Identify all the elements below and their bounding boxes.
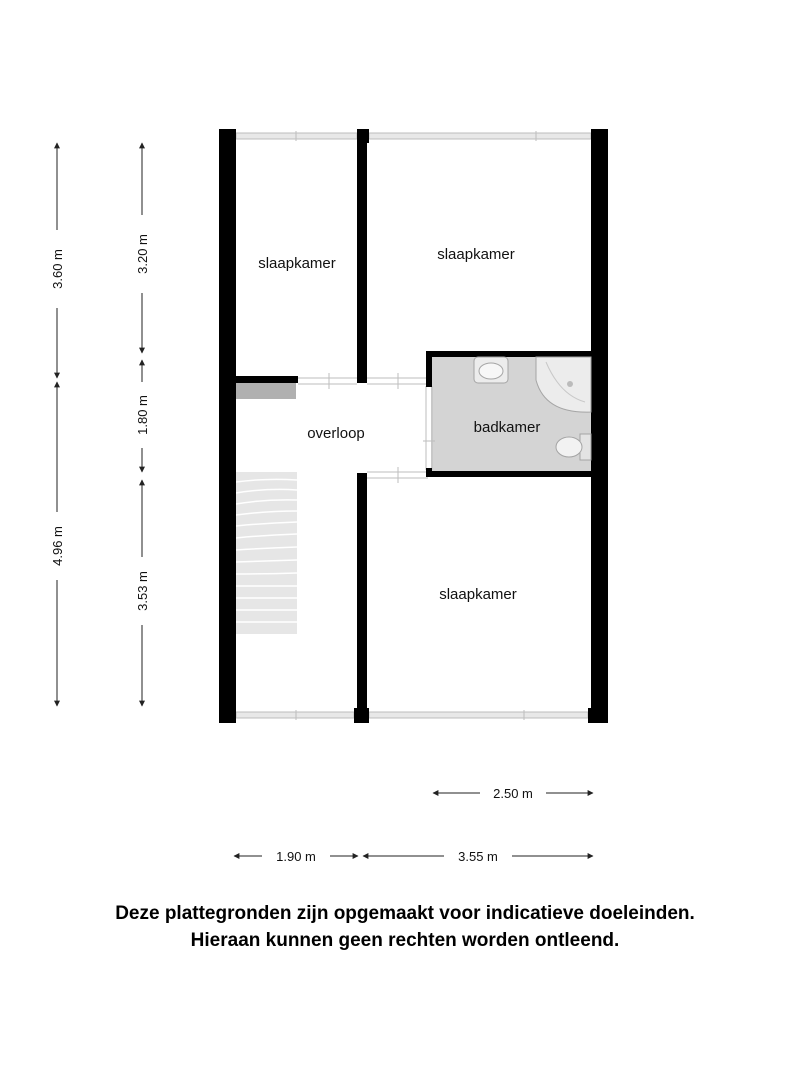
landing-shelf [236,383,296,399]
dim-label-left-total-top: 3.60 m [50,249,65,289]
dim-label-left-width: 1.90 m [276,849,316,864]
dim-label-bath-width: 2.50 m [493,786,533,801]
disclaimer-line-2: Hieraan kunnen geen rechten worden ontleend. [190,930,620,951]
dim-label-inner-bottom: 3.53 m [135,571,150,611]
staircase [236,472,297,634]
room-label-bedroom-bottom-right: slaapkamer [439,586,517,603]
room-label-bedroom-top-right: slaapkamer [437,246,515,263]
disclaimer-line-1: Deze plattegronden zijn opgemaakt voor indicatieve doeleinden. [115,903,695,924]
dim-label-left-total-bottom: 4.96 m [50,526,65,566]
dim-label-inner-middle: 1.80 m [135,395,150,435]
room-label-landing: overloop [307,425,365,442]
dim-label-right-width: 3.55 m [458,849,498,864]
dim-label-inner-top: 3.20 m [135,234,150,274]
room-label-bathroom: badkamer [473,419,541,436]
room-label-bedroom-top-left: slaapkamer [258,255,336,272]
